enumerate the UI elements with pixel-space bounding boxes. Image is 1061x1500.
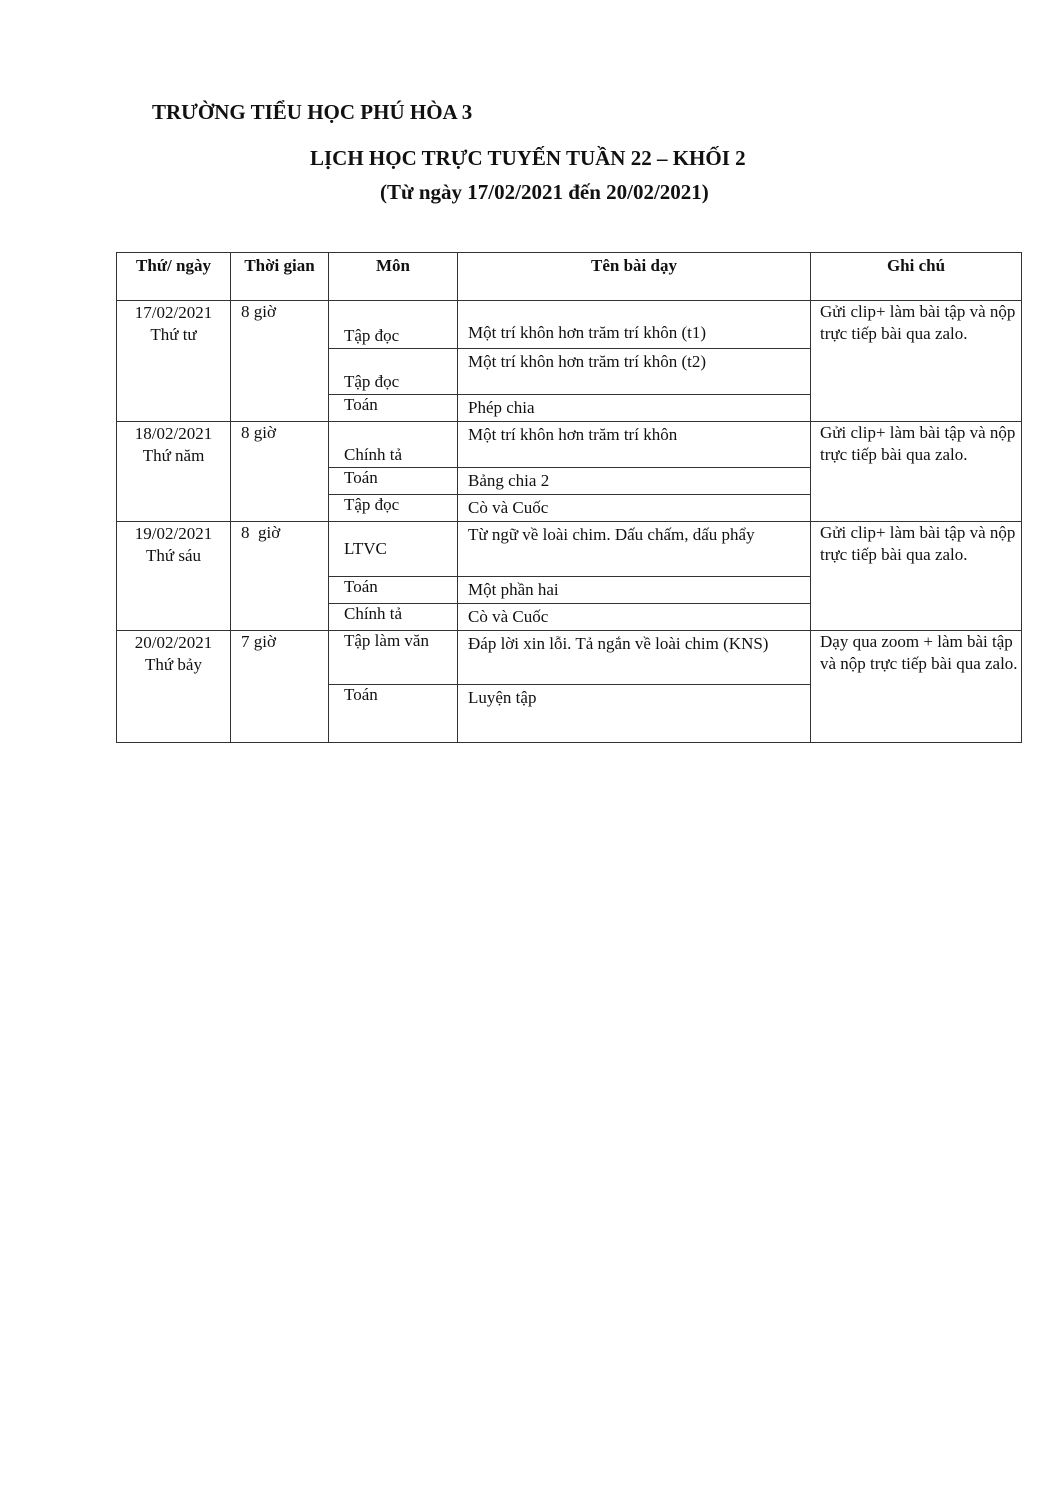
- note-cell: Dạy qua zoom + làm bài tập và nộp trực tiếp bài qua zalo.: [811, 631, 1022, 743]
- lesson-cell: Bảng chia 2: [458, 468, 811, 495]
- day-cell: [117, 301, 231, 422]
- date-text: 18/02/2021: [134, 424, 213, 443]
- lesson-cell: Cò và Cuốc: [458, 604, 811, 631]
- table-row: [117, 301, 1022, 349]
- date-text: 20/02/2021: [134, 633, 213, 652]
- lesson-cell: Một trí khôn hơn trăm trí khôn (t2): [458, 349, 811, 395]
- table-row: [117, 522, 1022, 577]
- note-cell: Gửi clip+ làm bài tập và nộp trực tiếp bài qua zalo.: [811, 422, 1022, 522]
- header-lesson: Tên bài dạy: [458, 253, 811, 301]
- header-note: Ghi chú: [811, 253, 1022, 301]
- subject-cell: Toán: [329, 395, 458, 422]
- note-cell: Gửi clip+ làm bài tập và nộp trực tiếp bài qua zalo.: [811, 301, 1022, 422]
- header-subject: Môn: [329, 253, 458, 301]
- subject-cell: Toán: [329, 468, 458, 495]
- date-text: 17/02/2021: [134, 303, 213, 322]
- date-text: 19/02/2021: [134, 524, 213, 543]
- table-header-row: [117, 253, 1022, 301]
- date-range: (Từ ngày 17/02/2021 đến 20/02/2021): [380, 180, 709, 204]
- subject-cell: Tập đọc: [329, 495, 458, 522]
- table-row: [117, 631, 1022, 685]
- subject-cell: Toán: [329, 685, 458, 743]
- schedule-table: [116, 252, 1022, 743]
- lesson-cell: Từ ngữ về loài chim. Dấu chấm, dấu phẩy: [458, 522, 811, 577]
- lesson-cell: Phép chia: [458, 395, 811, 422]
- header-time: Thời gian: [231, 253, 329, 301]
- table-row: [117, 422, 1022, 468]
- header-day: Thứ/ ngày: [117, 253, 231, 301]
- time-cell: 7 giờ: [231, 631, 329, 743]
- subject-cell: LTVC: [329, 522, 458, 577]
- lesson-cell: Cò và Cuốc: [458, 495, 811, 522]
- subject-cell: Chính tả: [329, 604, 458, 631]
- time-cell: 8 giờ: [231, 522, 329, 631]
- time-cell: 8 giờ: [231, 301, 329, 422]
- subject-cell: Chính tả: [329, 422, 458, 468]
- time-cell: 8 giờ: [231, 422, 329, 522]
- weekday-text: Thứ năm: [142, 446, 205, 465]
- lesson-cell: Một trí khôn hơn trăm trí khôn (t1): [458, 301, 811, 349]
- school-name: TRƯỜNG TIỂU HỌC PHÚ HÒA 3: [152, 100, 473, 124]
- weekday-text: Thứ bảy: [145, 655, 202, 674]
- weekday-text: Thứ sáu: [145, 546, 201, 565]
- subject-cell: Tập đọc: [329, 349, 458, 395]
- weekday-text: Thứ tư: [150, 325, 197, 344]
- lesson-cell: Một trí khôn hơn trăm trí khôn: [458, 422, 811, 468]
- day-cell: [117, 422, 231, 522]
- subject-cell: Tập đọc: [329, 301, 458, 349]
- lesson-cell: Luyện tập: [458, 685, 811, 743]
- lesson-cell: Đáp lời xin lỗi. Tả ngắn về loài chim (KNS): [458, 631, 811, 685]
- day-cell: [117, 631, 231, 743]
- subject-cell: Toán: [329, 577, 458, 604]
- page-title: LỊCH HỌC TRỰC TUYẾN TUẦN 22 – KHỐI 2: [310, 146, 746, 170]
- note-cell: Gửi clip+ làm bài tập và nộp trực tiếp bài qua zalo.: [811, 522, 1022, 631]
- subject-cell: Tập làm văn: [329, 631, 458, 685]
- day-cell: [117, 522, 231, 631]
- lesson-cell: Một phần hai: [458, 577, 811, 604]
